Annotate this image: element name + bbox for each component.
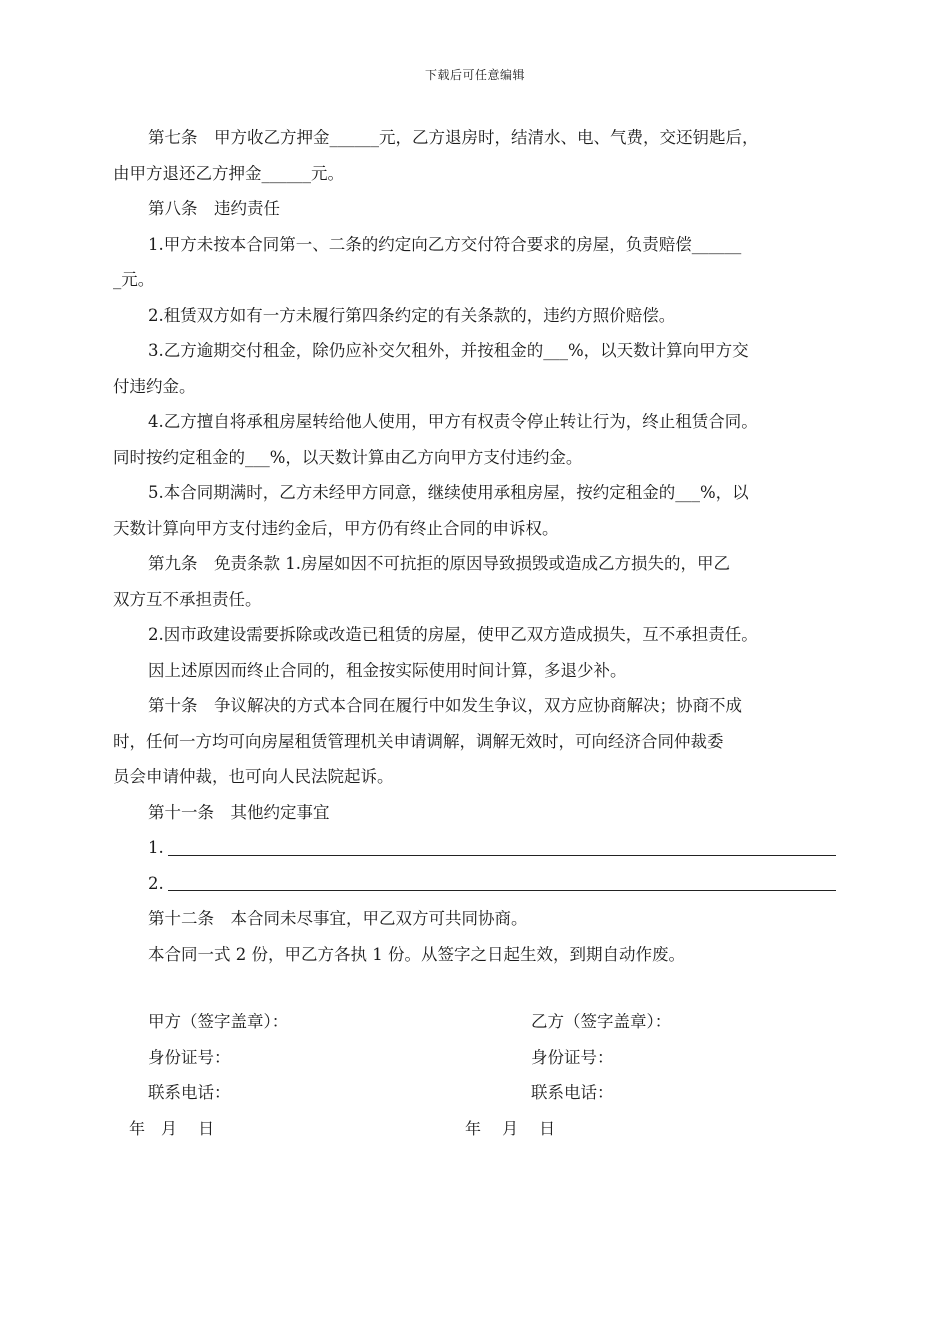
signature-row	[113, 1004, 850, 1040]
clause-8-item-4-line-2: 同时按约定租金的___%，以天数计算由乙方向甲方支付违约金。	[113, 447, 583, 467]
party-a-phone-label: 联系电话：	[148, 1083, 231, 1102]
spacer	[113, 972, 850, 1004]
party-a-id-label: 身份证号：	[148, 1047, 231, 1067]
id-number-row	[113, 1040, 850, 1076]
contract-body	[113, 120, 850, 1146]
date-row	[113, 1111, 850, 1147]
clause-10-line-3: 员会申请仲裁，也可向人民法院起诉。	[113, 767, 394, 786]
blank-item-1	[113, 830, 850, 866]
clause-8-item-1-line-2: _元。	[113, 270, 155, 289]
phone-row	[113, 1075, 850, 1111]
clause-10-line-2: 时，任何一方均可向房屋租赁管理机关申请调解，调解无效时，可向经济合同仲裁委	[113, 731, 724, 751]
clause-8-item-2: 2.租赁双方如有一方未履行第四条约定的有关条款的，违约方照价赔偿。	[148, 305, 676, 325]
party-b-date: 年 月 日	[465, 1118, 556, 1138]
clause-8-item-3-line-2: 付违约金。	[113, 376, 196, 396]
clause-8-item-3-line-1: 3.乙方逾期交付租金，除仍应补交欠租外，并按租金的___%，以天数计算向甲方交	[148, 341, 749, 360]
copies-statement: 本合同一式 2 份，甲乙方各执 1 份。从签字之日起生效，到期自动作废。	[148, 944, 685, 964]
clause-9-item-2-cont: 因上述原因而终止合同的，租金按实际使用时间计算，多退少补。	[148, 660, 627, 680]
clause-7-line-2: 由甲方退还乙方押金______元。	[113, 163, 344, 183]
blank-item-label: 2.	[148, 873, 164, 893]
clause-8-item-5-line-1: 5.本合同期满时，乙方未经甲方同意，继续使用承租房屋，按约定租金的___%，以	[148, 483, 749, 502]
clause-12: 第十二条 本合同未尽事宜，甲乙双方可共同协商。	[148, 909, 528, 928]
clause-9-item-2: 2.因市政建设需要拆除或改造已租赁的房屋，使甲乙双方造成损失，互不承担责任。	[148, 625, 758, 644]
party-b-phone-label: 联系电话：	[531, 1083, 614, 1102]
party-b-id-label: 身份证号：	[531, 1047, 614, 1067]
clause-8-item-4-line-1: 4.乙方擅自将承租房屋转给他人使用，甲方有权责令停止转让行为，终止租赁合同。	[148, 412, 758, 431]
clause-8-item-5-line-2: 天数计算向甲方支付违约金后，甲方仍有终止合同的申诉权。	[113, 518, 559, 538]
party-a-signature-label: 甲方（签字盖章）：	[148, 1012, 289, 1031]
page-header: 下载后可任意编辑	[424, 68, 525, 82]
clause-11-title: 第十一条 其他约定事宜	[148, 802, 330, 822]
clause-8-item-1-line-1: 1.甲方未按本合同第一、二条的约定向乙方交付符合要求的房屋，负责赔偿______	[148, 234, 742, 254]
clause-10-line-1: 第十条 争议解决的方式本合同在履行中如发生争议，双方应协商解决；协商不成	[148, 696, 742, 715]
blank-item-2	[113, 866, 850, 902]
blank-item-label: 1.	[148, 838, 164, 857]
party-a-date: 年 月 日	[129, 1118, 215, 1138]
clause-9-line-1: 第九条 免责条款 1.房屋如因不可抗拒的原因导致损毁或造成乙方损失的，甲乙	[148, 554, 730, 573]
fill-in-line[interactable]	[168, 845, 836, 856]
clause-9-line-2: 双方互不承担责任。	[113, 589, 262, 609]
party-b-signature-label: 乙方（签字盖章）：	[531, 1012, 672, 1031]
clause-7-line-1: 第七条 甲方收乙方押金______元，乙方退房时，结清水、电、气费，交还钥匙后，	[148, 128, 759, 147]
fill-in-line[interactable]	[168, 880, 836, 891]
clause-8-title: 第八条 违约责任	[148, 199, 280, 218]
